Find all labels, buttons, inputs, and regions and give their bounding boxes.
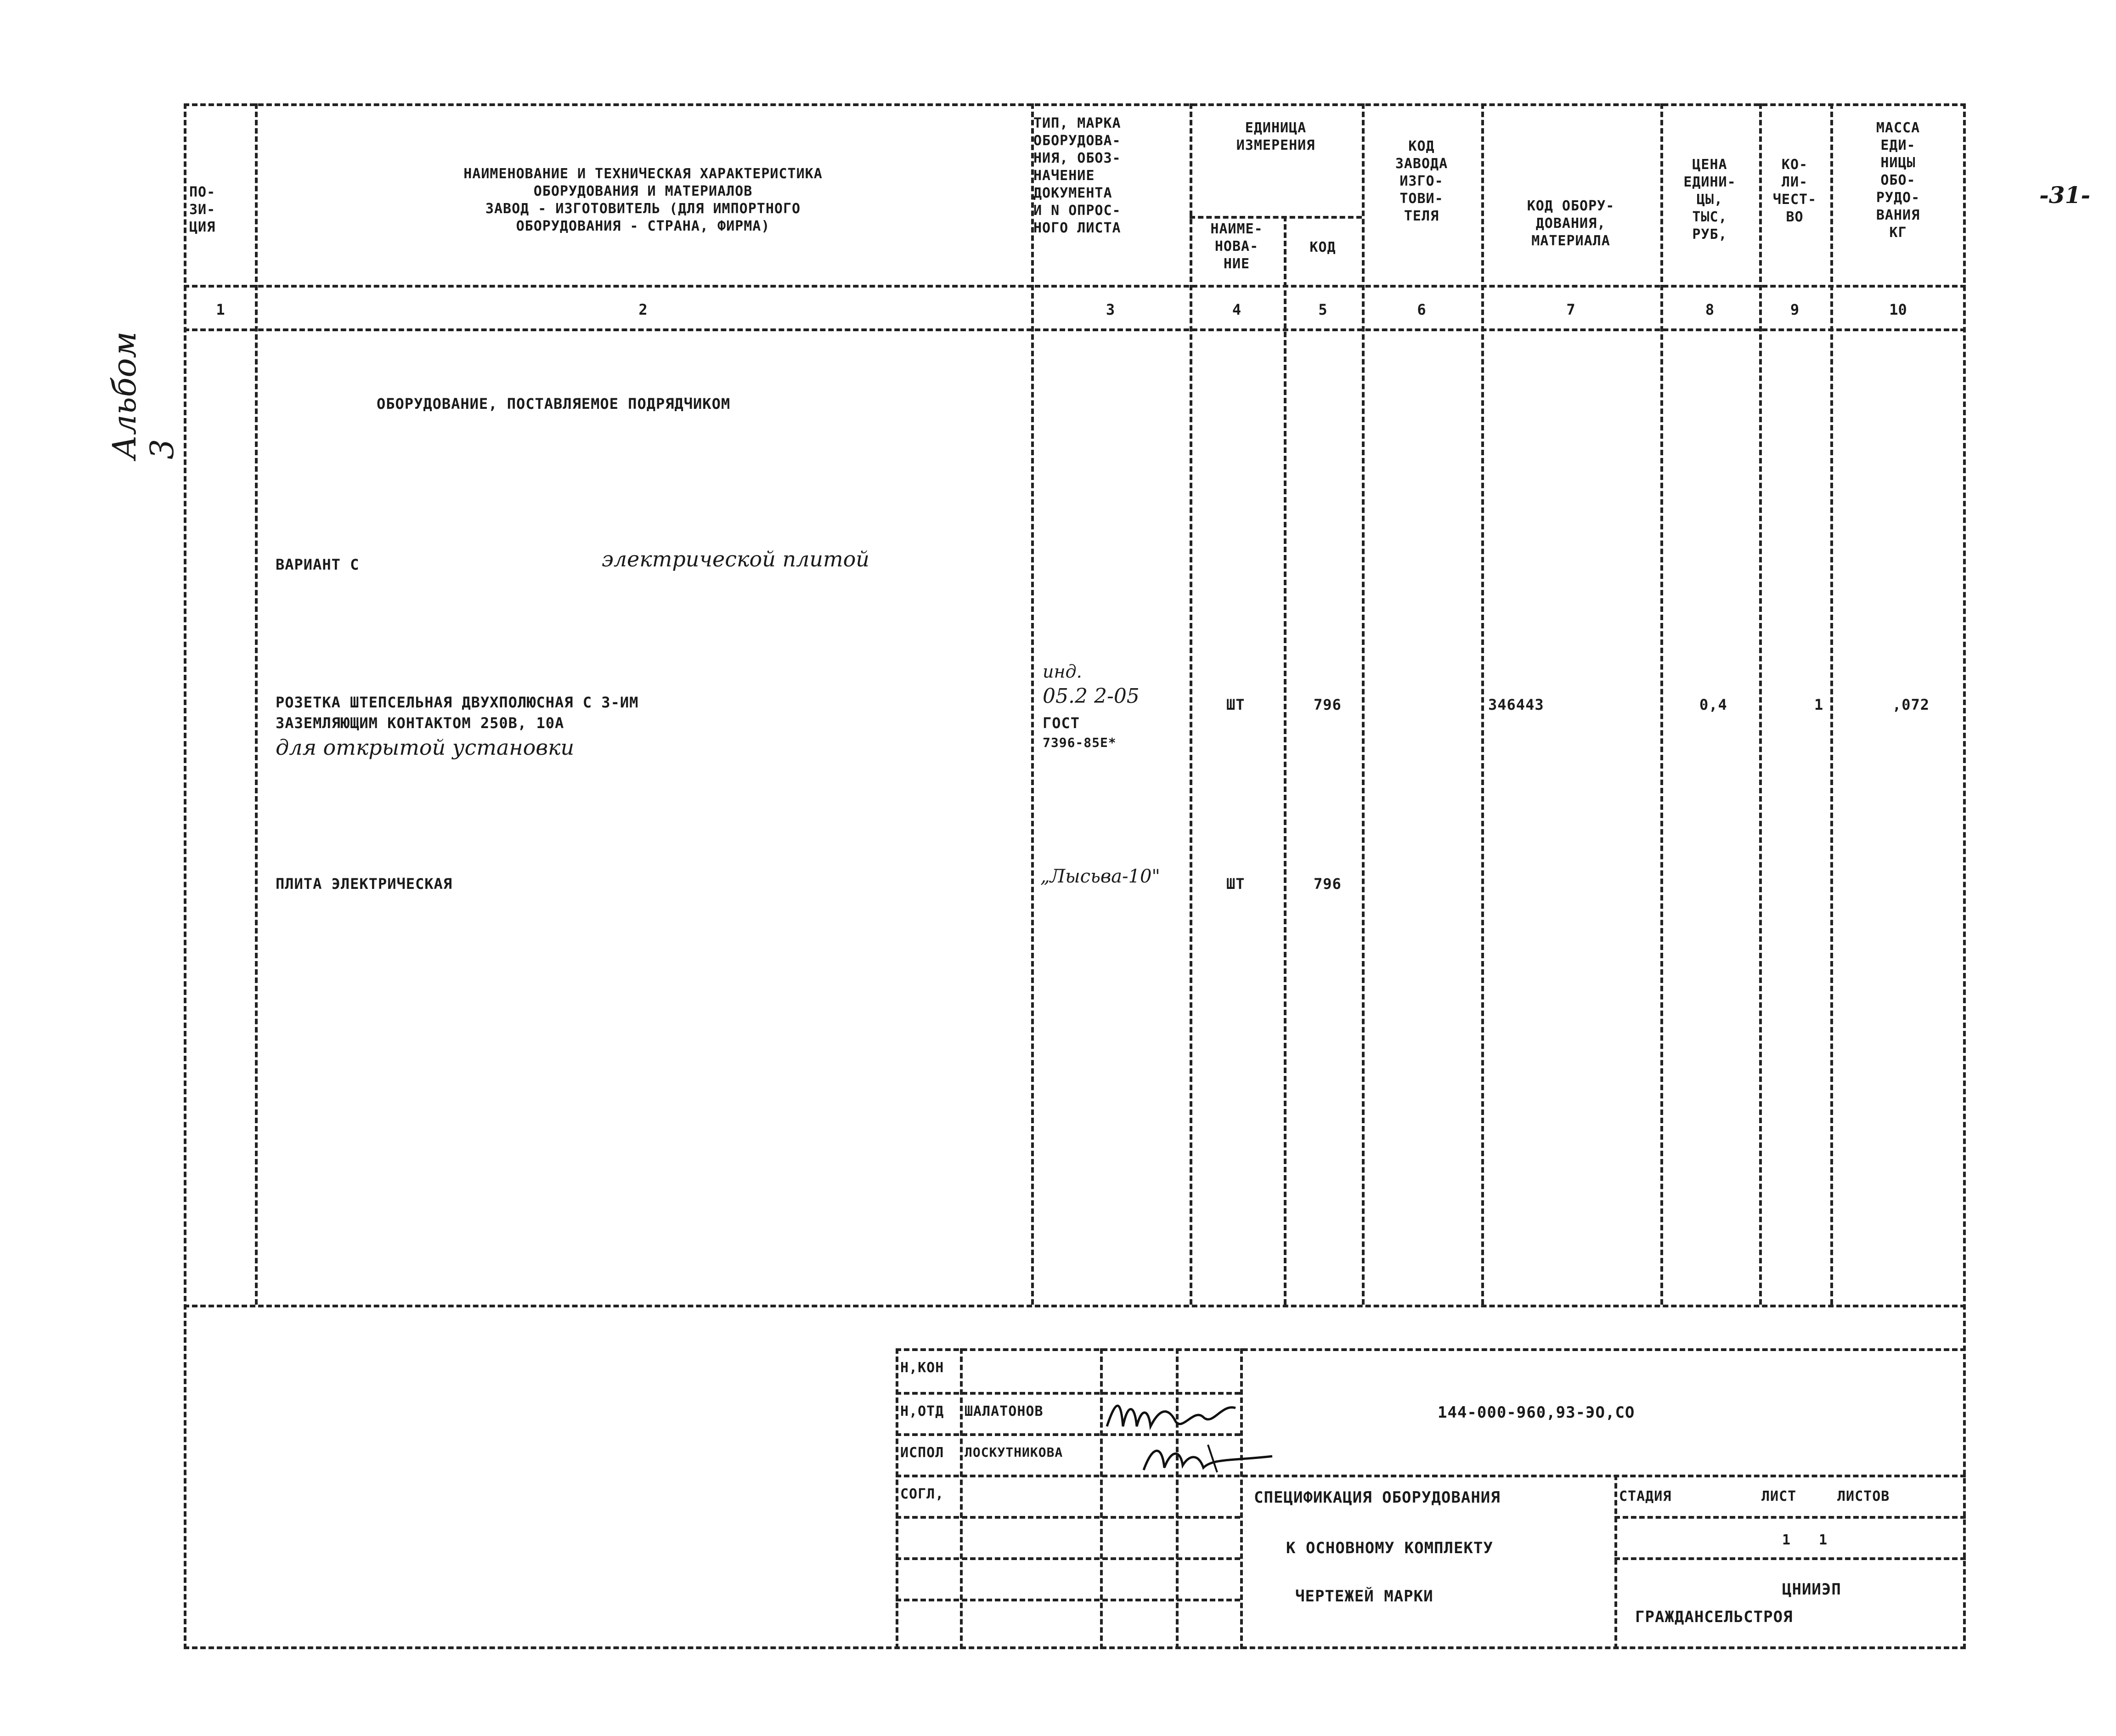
header-bottom-line: [184, 285, 1966, 288]
sheets-label: ЛИСТОВ: [1837, 1488, 1890, 1504]
title-block-row4: [896, 1516, 1240, 1519]
header-unit: ЕДИНИЦА ИЗМЕРЕНИЯ: [1236, 120, 1315, 153]
item1-type-line2: 05.2 2-05: [1043, 684, 1140, 708]
title-block-row5: [896, 1557, 1240, 1560]
col-sep-2: [1031, 103, 1034, 1305]
item1-name-line3: для открытой установки: [276, 735, 575, 760]
col-num-7: 7: [1566, 301, 1575, 318]
title-block-sheet-line: [1614, 1516, 1966, 1519]
title-block-sep-e: [1614, 1475, 1617, 1649]
desc-line3: ЧЕРТЕЖЕЙ МАРКИ: [1295, 1587, 1433, 1606]
col-sep-1: [255, 103, 258, 1305]
signature-loskutnikova: [1139, 1436, 1277, 1477]
header-quantity: КО- ЛИ- ЧЕСТ- ВО: [1772, 157, 1817, 225]
header-name: НАИМЕНОВАНИЕ И ТЕХНИЧЕСКАЯ ХАРАКТЕРИСТИКА ОБОРУДОВАНИЯ И МАТЕРИАЛОВ ЗАВОД - ИЗГОТОВИТЕЛЬ (ДЛЯ ИМПОРТНОГО ОБОРУДОВАНИЯ - СТРАНА, ФИРМА): [463, 166, 823, 234]
item1-mass: ,072: [1892, 696, 1930, 713]
item2-name: ПЛИТА ЭЛЕКТРИЧЕСКАЯ: [276, 875, 453, 893]
section-title: ОБОРУДОВАНИЕ, ПОСТАВЛЯЕМОЕ ПОДРЯДЧИКОМ: [377, 395, 731, 413]
item2-unit: ШТ: [1226, 875, 1245, 893]
item1-unit-code: 796: [1314, 696, 1342, 713]
desc-line2: К ОСНОВНОМУ КОМПЛЕКТУ: [1286, 1539, 1493, 1557]
title-block-sep-d: [1240, 1348, 1243, 1649]
name-notd: ШАЛАТОНОВ: [965, 1403, 1044, 1419]
header-price: ЦЕНА ЕДИНИ- ЦЫ, ТЫС, РУБ,: [1683, 157, 1736, 243]
page-number: -31-: [2039, 181, 2091, 209]
title-block-row6: [896, 1599, 1240, 1601]
unit-subheader-line: [1190, 216, 1362, 219]
col-num-6: 6: [1417, 301, 1426, 318]
col-sep-5: [1362, 103, 1365, 1305]
item1-type-line1: инд.: [1043, 662, 1082, 682]
desc-line1: СПЕЦИФИКАЦИЯ ОБОРУДОВАНИЯ: [1254, 1488, 1501, 1507]
col-sep-6: [1481, 103, 1484, 1305]
item1-name-line1: РОЗЕТКА ШТЕПСЕЛЬНАЯ ДВУХПОЛЮСНАЯ С З-ИМ: [276, 694, 639, 711]
role-sogl: СОГЛ,: [900, 1486, 944, 1502]
org-line1: ЦНИИЭП: [1782, 1580, 1841, 1599]
table-bottom-line: [184, 1305, 1966, 1307]
role-ispol: ИСПОЛ: [900, 1445, 944, 1461]
col-sep-3: [1190, 103, 1192, 1305]
col-sep-7: [1660, 103, 1663, 1305]
item1-type-line3: ГОСТ: [1043, 714, 1080, 732]
col-sep-9: [1830, 103, 1833, 1305]
album-label: Альбом 3: [106, 331, 181, 459]
org-line2: ГРАЖДАНСЕЛЬСТРОЯ: [1635, 1608, 1793, 1626]
title-block-top: [896, 1348, 1966, 1351]
variant-handwritten: электрической плитой: [602, 547, 869, 571]
doc-code: 144-000-960,93-ЭО,СО: [1438, 1403, 1635, 1422]
column-numbers-bottom-line: [184, 328, 1966, 331]
col-num-8: 8: [1705, 301, 1715, 318]
item1-price: 0,4: [1699, 696, 1727, 713]
title-block-row3: [896, 1475, 1966, 1477]
header-type: ТИП, МАРКА ОБОРУДОВА- НИЯ, ОБОЗ- НАЧЕНИЕ ДОКУМЕНТА И N ОПРОС- НОГО ЛИСТА: [1033, 115, 1121, 236]
item1-unit: ШТ: [1226, 696, 1245, 713]
signature-shalatonov: [1102, 1394, 1249, 1436]
role-nkon: Н,КОН: [900, 1360, 944, 1376]
item1-name-line2: ЗАЗЕМЛЯЮЩИМ КОНТАКТОМ 250В, 10А: [276, 714, 564, 732]
col-num-4: 4: [1232, 301, 1241, 318]
item2-unit-code: 796: [1314, 875, 1342, 893]
col-num-1: 1: [216, 301, 225, 318]
title-block-org-line: [1614, 1557, 1966, 1560]
header-unit-code: КОД: [1309, 239, 1336, 255]
item1-type-line4: 7396-85Е*: [1043, 735, 1117, 750]
header-position: ПО- ЗИ- ЦИЯ: [189, 184, 216, 235]
stage-label: СТАДИЯ: [1619, 1488, 1672, 1504]
header-factory-code: КОД ЗАВОДА ИЗГО- ТОВИ- ТЕЛЯ: [1395, 138, 1448, 224]
col-sep-8: [1759, 103, 1762, 1305]
item2-type: „Лысьва-10": [1040, 866, 1160, 887]
col-num-2: 2: [638, 301, 648, 318]
sheets-value: 1: [1819, 1532, 1828, 1548]
item1-material-code: 346443: [1488, 696, 1544, 713]
role-notd: Н,ОТД: [900, 1403, 944, 1419]
col-sep-4: [1284, 216, 1287, 1305]
header-unit-name: НАИМЕ- НОВА- НИЕ: [1210, 221, 1263, 272]
sheet-label: ЛИСТ: [1761, 1488, 1797, 1504]
name-ispol: ЛОСКУТНИКОВА: [965, 1445, 1063, 1460]
header-mass: МАССА ЕДИ- НИЦЫ ОБО- РУДО- ВАНИЯ КГ: [1876, 120, 1920, 241]
variant-typed: ВАРИАНТ С: [276, 556, 360, 573]
sheet-value: 1: [1782, 1532, 1791, 1548]
col-num-3: 3: [1106, 301, 1115, 318]
col-num-10: 10: [1889, 301, 1907, 318]
col-num-9: 9: [1790, 301, 1800, 318]
header-material-code: КОД ОБОРУ- ДОВАНИЯ, МАТЕРИАЛА: [1527, 198, 1615, 249]
col-num-5: 5: [1318, 301, 1327, 318]
item1-quantity: 1: [1814, 696, 1824, 713]
